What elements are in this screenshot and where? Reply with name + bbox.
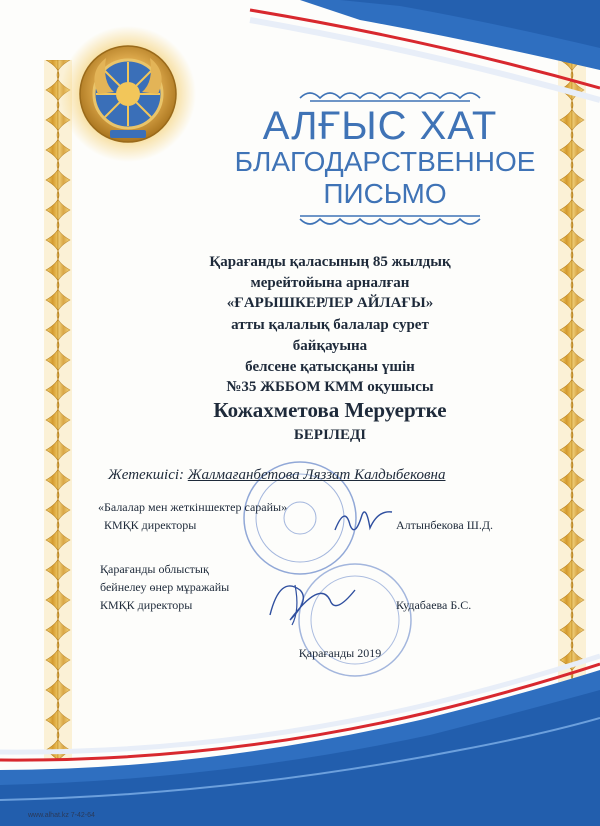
body-line-3: «ҒАРЫШКЕРЛЕР АЙЛАҒЫ» [226,295,434,311]
signatory-2-name: Кудабаева Б.С. [396,598,472,612]
signatory-2-org-line2: бейнелеу өнер мұражайы [100,580,230,594]
city-year: Қарағанды 2019 [298,646,382,660]
signatory-2-org-line1: Қарағанды облыстық [100,562,209,576]
supervisor-name: Жалмағанбетова Ляззат Калдыбековна [187,467,446,483]
signature-1-icon [330,500,400,540]
body-line-7: №35 ЖББОМ КММ оқушысы [226,379,434,395]
signatory-1-org-line2: КМҚК директоры [104,518,197,532]
signatory-1-name: Алтынбекова Ш.Д. [396,518,494,532]
title-ornament-bottom-icon [290,212,490,230]
body-line-2: мерейтойына арналған [250,275,410,291]
body-line-4: атты қалалық балалар сурет [231,317,429,333]
body-line-1: Қарағанды қаласының 85 жылдық [209,254,451,270]
supervisor-label: Жетекшісі: [108,467,185,483]
signatory-2-org-line3: КМҚК директоры [100,598,193,612]
body-line-5: байқауына [292,338,368,354]
state-emblem-icon [58,22,198,162]
recipient-name: Кожахметова Меруертке [213,398,447,422]
title-kazakh: АЛҒЫС ХАТ [262,104,498,148]
signature-2-icon [260,570,370,630]
title-russian-line1: БЛАГОДАРСТВЕННОЕ [234,146,536,177]
title-ornament-icon [290,86,490,104]
title-russian-line2: ПИСЬМО [323,178,447,209]
awarded-text: БЕРІЛЕДІ [293,427,367,443]
signatory-1-org-line1: «Балалар мен жеткіншектер сарайы» [98,500,288,514]
supervisor-line [108,467,446,484]
body-line-6: белсене қатысқаны үшін [245,359,415,375]
printer-footer: www.alhat.kz 7-42-64 [28,812,95,819]
